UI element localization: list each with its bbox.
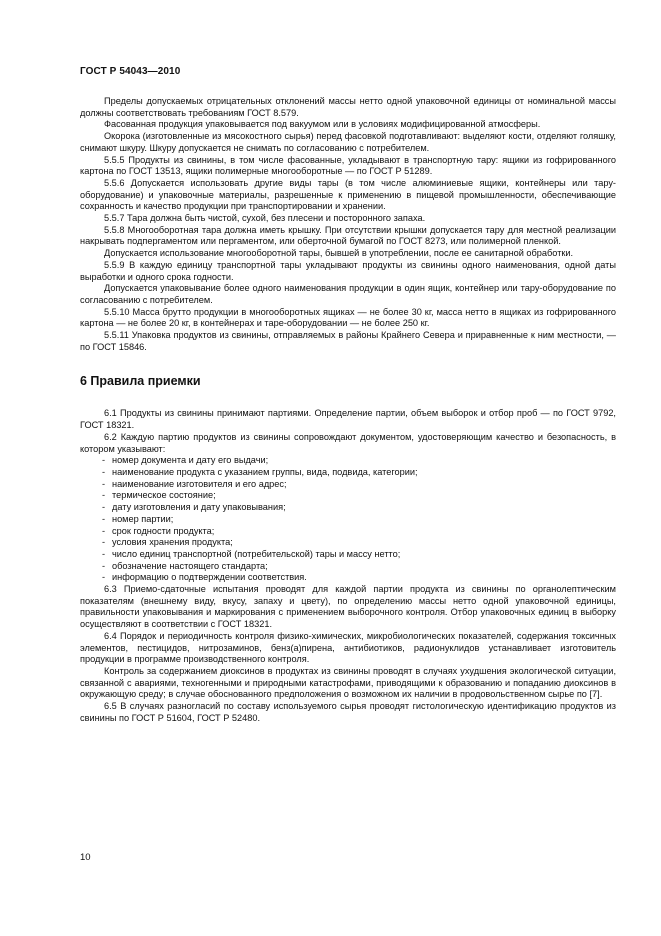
paragraph: 5.5.7 Тара должна быть чистой, сухой, без плесени и посторонного запаха. (104, 213, 426, 224)
page-number: 10 (80, 852, 91, 863)
paragraph: Контроль за содержанием диоксинов в продуктах из свинины проводят в случаях ухудшения экологической ситуации, связанной с авариями, техногенными и природными катастрофами, приводящими к образованию и попаданию диоксинов в окружающую среду; в случае обоснованного предположения о возможном их наличии в продовольственном сырье по [7]. (80, 665, 616, 700)
list-item: - число единиц транспортной (потребительской) тары и массу нетто; (80, 549, 616, 561)
paragraph: 6.3 Приемо-сдаточные испытания проводят для каждой партии продукта из свинины по органолептическим показателям (внешнему виду, вкусу, запаху и цвету), по определению массы нетто одной упаковочной единицы, правильности упаковывания и маркирования с применением выборочного контроля. Отбор упаковочных единиц в выборку осуществляют в соответствии с ГОСТ 18321. (80, 584, 616, 630)
list-item: - номер партии; (80, 514, 616, 526)
list-item: - обозначение настоящего стандарта; (80, 561, 616, 573)
paragraph: 5.5.6 Допускается использовать другие виды тары (в том числе алюминиевые ящики, контейнеры или тару-оборудование) и упаковочные материалы, разрешенные к применению в пищевой промышленности, обеспечивающие сохранность и качество продукции при транспортировании и хранении. (80, 177, 616, 212)
paragraph: 6.1 Продукты из свинины принимают партиями. Определение партии, объем выборок и отбор проб — по ГОСТ 9792, ГОСТ 18321. (80, 408, 616, 431)
list-item: - наименование продукта с указанием группы, вида, подвида, категории; (80, 467, 616, 479)
list-item: - информацию о подтверждении соответствия. (80, 572, 616, 584)
paragraph: 6.4 Порядок и периодичность контроля физико-химических, микробиологических показателей, содержания токсичных элементов, пестицидов, нитрозаминов, бенз(а)пирена, антибиотиков, радионуклидов устанавливает изготовитель продукции в программе производственного контроля. (80, 630, 616, 665)
paragraph: 5.5.5 Продукты из свинины, в том числе фасованные, укладывают в транспортную тару: ящики из гофрированного картона по ГОСТ 13513, ящики полимерные многооборотные — по ГОСТ Р 51289. (80, 154, 616, 177)
list-item: - условия хранения продукта; (80, 537, 616, 549)
paragraph: Пределы допускаемых отрицательных отклонений массы нетто одной упаковочной единицы от номинальной массы должны соответствовать требованиям ГОСТ 8.579. (80, 96, 616, 118)
subsection-5-5-paragraphs (80, 96, 616, 353)
paragraph: Допускается упаковывание более одного наименования продукции в один ящик, контейнер или тару-оборудование по согласованию с потребителем. (80, 283, 616, 305)
paragraph: 6.2 Каждую партию продуктов из свинины сопровождают документом, удостоверяющим качество и безопасность, в котором указывают: (80, 431, 616, 454)
paragraph: 5.5.8 Многооборотная тара должна иметь крышку. При отсутствии крышки допускается тару для местной реализации накрывать подпергаментом или пергаментом, или оберточной бумагой по ГОСТ 8273, или полимерной пленкой. (80, 224, 616, 247)
paragraph: 5.5.10 Масса брутто продукции в многооборотных ящиках — не более 30 кг, масса нетто в ящиках из гофрированного картона — не более 20 кг, в контейнерах и таре-оборудовании — не более 250 кг. (80, 306, 616, 329)
paragraph: Допускается использование многооборотной тары, бывшей в употреблении, после ее санитарной обработки. (104, 248, 574, 259)
list-item: - наименование изготовителя и его адрес; (80, 479, 616, 491)
list-item: - дату изготовления и дату упаковывания; (80, 502, 616, 514)
section-6-heading: 6 Правила приемки (80, 374, 201, 389)
paragraph: Окорока (изготовленные из мясокостного сырья) перед фасовкой подготавливают: выделяют кости, отделяют голяшку, снимают шкуру. Шкуру допускается не снимать по согласованию с потребителем. (80, 131, 616, 153)
document-requirements-list (80, 455, 616, 584)
paragraph: 5.5.9 В каждую единицу транспортной тары укладывают продукты из свинины одного наименования, одной даты выработки и одного срока годности. (80, 259, 616, 282)
list-item: - термическое состояние; (80, 490, 616, 502)
document-code-header: ГОСТ Р 54043—2010 (80, 66, 181, 77)
paragraph: Фасованная продукция упаковывается под вакуумом или в условиях модифицированной атмосферы. (104, 119, 541, 130)
list-item: - номер документа и дату его выдачи; (80, 455, 616, 467)
paragraph: 6.5 В случаях разногласий по составу используемого сырья проводят гистологическую идентификацию продуктов из свинины по ГОСТ Р 51604, ГОСТ Р 52480. (80, 701, 616, 723)
document-body (80, 96, 616, 724)
paragraph: 5.5.11 Упаковка продуктов из свинины, отправляемых в районы Крайнего Севера и приравненные к ним местности, — по ГОСТ 15846. (80, 330, 616, 352)
list-item: - срок годности продукта; (80, 526, 616, 538)
